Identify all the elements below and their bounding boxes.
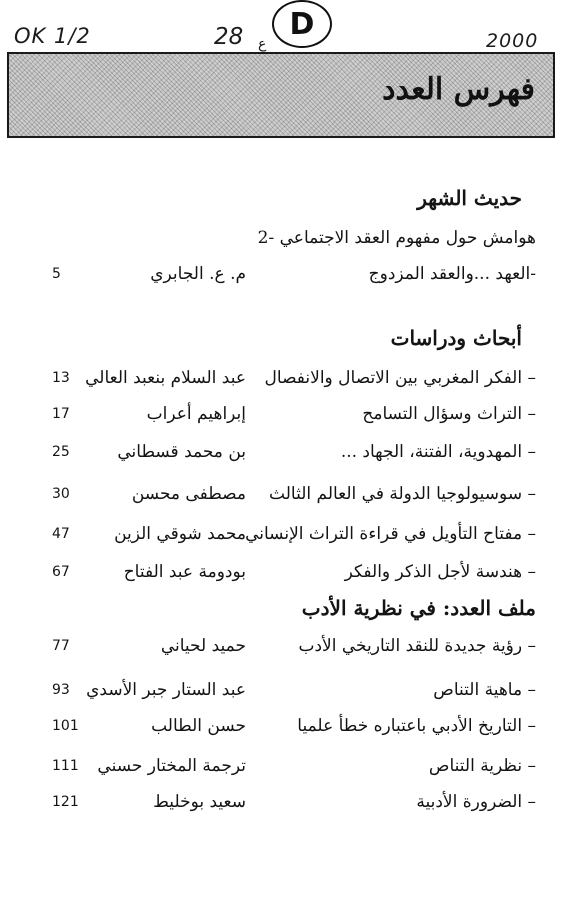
entry-page: 93: [52, 682, 70, 698]
entry-author: بودومة عبد الفتاح: [123, 562, 246, 582]
section-heading-research: أبحاث ودراسات: [390, 326, 522, 350]
entry-title: – التاريخ الأدبي باعتباره خطأ علميا: [297, 716, 536, 736]
entry-author: حميد لحياني: [160, 636, 246, 656]
section-heading-issue-file: ملف العدد: في نظرية الأدب: [301, 596, 536, 620]
entry-page: 101: [52, 718, 79, 734]
entry-title: – ماهية التناص: [433, 680, 536, 700]
entry-title: – رؤية جديدة للنقد التاريخي الأدب: [298, 636, 536, 656]
entry-page: 5: [52, 266, 61, 282]
entry-author: محمد شوقي الزين: [114, 524, 246, 544]
toc-entry[interactable]: [0, 562, 566, 590]
section-intro: هوامش حول مفهوم العقد الاجتماعي -2: [257, 228, 536, 248]
entry-page: 47: [52, 526, 70, 542]
entry-author: ترجمة المختار حسني: [97, 756, 246, 776]
toc-entry[interactable]: [0, 484, 566, 512]
page-title: فهرس العدد: [382, 72, 535, 107]
entry-title: – المهدوية، الفتنة، الجهاد ...: [340, 442, 536, 462]
entry-author: حسن الطالب: [151, 716, 246, 736]
entry-page: 30: [52, 486, 70, 502]
entry-page: 25: [52, 444, 70, 460]
entry-title: – هندسة لأجل الذكر والفكر: [344, 562, 536, 582]
toc-entry[interactable]: [0, 404, 566, 432]
toc-entry[interactable]: [0, 368, 566, 396]
entry-author: مصطفى محسن: [131, 484, 246, 504]
handwritten-ain: ع: [258, 36, 267, 52]
entry-author: إبراهيم أعراب: [146, 404, 246, 424]
circled-letter-stamp: D: [272, 0, 332, 48]
toc-entry[interactable]: [0, 716, 566, 744]
entry-title: – مفتاح التأويل في قراءة التراث الإنساني: [245, 524, 536, 544]
entry-page: 111: [52, 758, 79, 774]
section-heading-month-talk: حديث الشهر: [417, 186, 522, 210]
toc-entry[interactable]: [0, 680, 566, 708]
entry-title: – نظرية التناص: [428, 756, 536, 776]
toc-entry[interactable]: [0, 636, 566, 664]
entry-title: – سوسيولوجيا الدولة في العالم الثالث: [269, 484, 536, 504]
entry-page: 121: [52, 794, 79, 810]
entry-author: سعيد بوخليط: [153, 792, 246, 812]
entry-page: 77: [52, 638, 70, 654]
entry-author: عبد الستار جبر الأسدي: [86, 680, 246, 700]
entry-author: عبد السلام بنعبد العالي: [85, 368, 246, 388]
toc-entry[interactable]: [0, 442, 566, 470]
handwritten-number: 28: [214, 24, 244, 50]
title-banner: [7, 52, 555, 138]
handwritten-year: 2000: [486, 30, 539, 52]
entry-page: 13: [52, 370, 70, 386]
handwritten-ok-note: OK 1/2: [14, 24, 91, 48]
entry-page: 17: [52, 406, 70, 422]
entry-author: بن محمد قسطاني: [117, 442, 246, 462]
entry-title: – الضرورة الأدبية: [416, 792, 536, 812]
entry-author: م. ع. الجابري: [150, 264, 246, 284]
entry-title: -العهد ...والعقد المزدوج: [368, 264, 536, 284]
entry-title: – التراث وسؤال التسامح: [362, 404, 536, 424]
toc-entry[interactable]: [0, 264, 566, 292]
entry-page: 67: [52, 564, 70, 580]
entry-title: – الفكر المغربي بين الاتصال والانفصال: [264, 368, 536, 388]
toc-entry[interactable]: [0, 792, 566, 820]
toc-entry[interactable]: [0, 756, 566, 784]
toc-entry[interactable]: [0, 524, 566, 552]
